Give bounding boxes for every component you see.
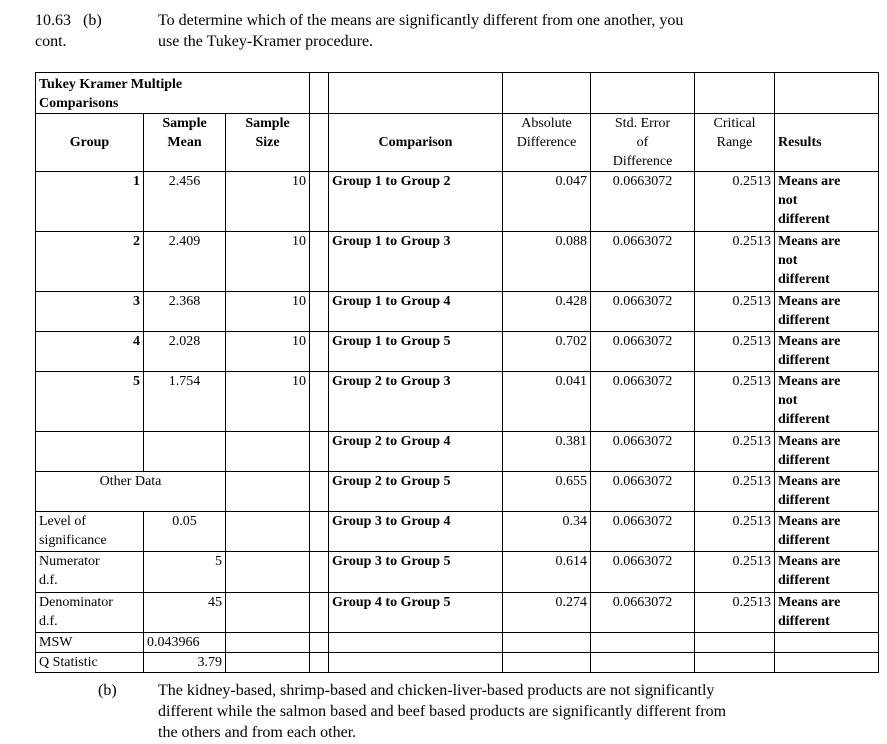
cont-label: cont. [35,33,67,50]
group-id: 1 [36,172,144,232]
group-id: 3 [36,292,144,332]
group-mean: 2.028 [144,332,226,372]
critical-range: 0.2513 [695,232,775,292]
critical-range: 0.2513 [695,372,775,432]
comparison-label: Group 1 to Group 3 [329,232,503,292]
comparison-label: Group 1 to Group 2 [329,172,503,232]
q-statistic-label: Q Statistic [36,653,144,673]
intro-text: To determine which of the means are significantly different from one another, you use the Tukey-Kramer procedure. [158,12,684,50]
result: Means are different [775,512,879,552]
absolute-difference: 0.428 [503,292,591,332]
denominator-df-value: 45 [144,593,226,633]
denominator-df-label: Denominator d.f. [36,593,144,633]
table-title-row [36,73,879,114]
group-size: 10 [226,332,310,372]
table-row [36,372,879,432]
comparison-label: Group 3 to Group 5 [329,552,503,593]
absolute-difference: 0.381 [503,432,591,472]
group-id: 2 [36,232,144,292]
table-row [36,593,879,633]
absolute-difference: 0.047 [503,172,591,232]
std-error: 0.0663072 [591,332,695,372]
std-error: 0.0663072 [591,432,695,472]
critical-range: 0.2513 [695,432,775,472]
group-size: 10 [226,292,310,332]
table-row [36,432,879,472]
absolute-difference: 0.088 [503,232,591,292]
critical-range: 0.2513 [695,512,775,552]
header-comparison: Comparison [329,114,503,172]
absolute-difference: 0.274 [503,593,591,633]
comparison-label: Group 4 to Group 5 [329,593,503,633]
std-error: 0.0663072 [591,593,695,633]
other-data-title: Other Data [36,472,226,512]
critical-range: 0.2513 [695,472,775,512]
header-group: Group [36,114,144,172]
header-absolute-difference: Absolute Difference [503,114,591,172]
table-row [36,232,879,292]
table-title: Tukey Kramer Multiple Comparisons [36,73,310,114]
result: Means are different [775,593,879,633]
std-error: 0.0663072 [591,512,695,552]
table-row [36,512,879,552]
group-id: 4 [36,332,144,372]
result: Means are different [775,472,879,512]
result: Means are not different [775,372,879,432]
std-error: 0.0663072 [591,472,695,512]
comparison-label: Group 2 to Group 3 [329,372,503,432]
table-row [36,633,879,653]
critical-range: 0.2513 [695,552,775,593]
result: Means are different [775,432,879,472]
numerator-df-label: Numerator d.f. [36,552,144,593]
comparison-label: Group 2 to Group 5 [329,472,503,512]
table-header-row [36,114,879,172]
absolute-difference: 0.702 [503,332,591,372]
absolute-difference: 0.655 [503,472,591,512]
group-size: 10 [226,372,310,432]
comparison-label: Group 3 to Group 4 [329,512,503,552]
level-of-significance-value: 0.05 [144,512,226,552]
std-error: 0.0663072 [591,552,695,593]
critical-range: 0.2513 [695,332,775,372]
group-size: 10 [226,232,310,292]
result: Means are different [775,292,879,332]
header-std-error: Std. Error of Difference [591,114,695,172]
std-error: 0.0663072 [591,372,695,432]
conclusion-text: The kidney-based, shrimp-based and chicken-liver-based products are not significantly different while the salmon based and beef based products are significantly different from the others and from each other. [158,682,727,741]
absolute-difference: 0.614 [503,552,591,593]
level-of-significance-label: Level of significance [36,512,144,552]
std-error: 0.0663072 [591,292,695,332]
group-mean: 2.409 [144,232,226,292]
q-statistic-value: 3.79 [144,653,226,673]
table-row [36,472,879,512]
header-results: Results [775,114,879,172]
numerator-df-value: 5 [144,552,226,593]
problem-number: 10.63 (b) [35,12,102,29]
tukey-kramer-table [35,72,879,673]
std-error: 0.0663072 [591,172,695,232]
result: Means are not different [775,172,879,232]
msw-value: 0.043966 [144,633,226,653]
std-error: 0.0663072 [591,232,695,292]
comparison-label: Group 1 to Group 4 [329,292,503,332]
msw-label: MSW [36,633,144,653]
table-row [36,552,879,593]
absolute-difference: 0.041 [503,372,591,432]
group-id: 5 [36,372,144,432]
comparison-label: Group 1 to Group 5 [329,332,503,372]
group-mean: 2.368 [144,292,226,332]
group-size: 10 [226,172,310,232]
table-row [36,653,879,673]
table-row [36,332,879,372]
table-row [36,172,879,232]
comparison-label: Group 2 to Group 4 [329,432,503,472]
critical-range: 0.2513 [695,292,775,332]
table-row [36,292,879,332]
absolute-difference: 0.34 [503,512,591,552]
critical-range: 0.2513 [695,593,775,633]
result: Means are different [775,552,879,593]
footer-part: (b) [98,682,117,699]
header-sample-mean: Sample Mean [144,114,226,172]
header-critical-range: Critical Range [695,114,775,172]
result: Means are not different [775,232,879,292]
critical-range: 0.2513 [695,172,775,232]
group-mean: 1.754 [144,372,226,432]
header-sample-size: Sample Size [226,114,310,172]
group-mean: 2.456 [144,172,226,232]
result: Means are different [775,332,879,372]
